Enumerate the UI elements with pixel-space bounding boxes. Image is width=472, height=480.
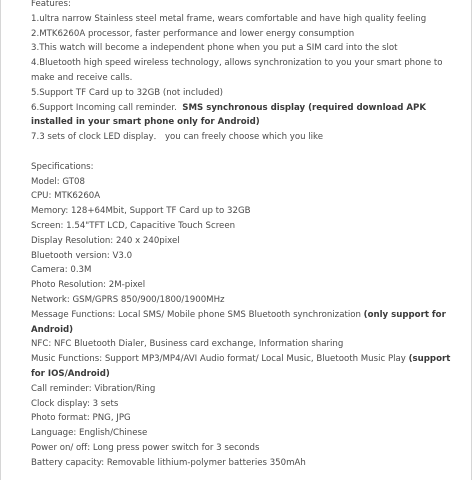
spec-call-reminder: Call reminder: Vibration/Ring: [31, 383, 156, 394]
spec-message-bold: (only support for Android): [31, 309, 446, 335]
spec-photo-format: Photo format: PNG, JPG: [31, 413, 131, 424]
spec-music-text: Music Functions: Support MP3/MP4/AVI Audio format/ Local Music, Bluetooth Music Play: [31, 354, 409, 365]
feature-item-1: 1.ultra narrow Stainless steel metal frame, wears comfortable and have high quality feeling: [31, 13, 427, 24]
spec-screen: Screen: 1.54"TFT LCD, Capacitive Touch Screen: [31, 220, 236, 231]
spec-language: Language: English/Chinese: [31, 428, 148, 439]
spec-power: Power on/ off: Long press power switch for 3 seconds: [31, 442, 260, 453]
feature-item-6: [31, 101, 456, 131]
feature-item-5: 5.Support TF Card up to 32GB (not included): [31, 87, 223, 98]
feature-item-7: 7.3 sets of clock LED display． you can freely choose which you like: [31, 132, 324, 143]
spec-music-bold: (support for IOS/Android): [31, 354, 451, 379]
spec-model: Model: GT08: [31, 176, 85, 187]
spec-clock-display: Clock display: 3 sets: [31, 398, 119, 409]
spacer: [31, 145, 456, 160]
spec-display-resolution: Display Resolution: 240 x 240pixel: [31, 235, 180, 246]
feature-item-4: 4.Bluetooth high speed wireless technology, allows synchronization to you your smart phone to make and receive calls.: [31, 58, 443, 83]
product-description: [31, 0, 456, 471]
spec-photo-resolution: Photo Resolution: 2M-pixel: [31, 280, 146, 291]
spec-camera: Camera: 0.3M: [31, 265, 92, 276]
spec-music-functions: [31, 352, 456, 382]
feature-item-6-bold: SMS synchronous display (required download APK installed in your smart phone only for Android): [31, 102, 427, 128]
spec-cpu: CPU: MTK6260A: [31, 191, 101, 202]
spec-nfc: NFC: NFC Bluetooth Dialer, Business card exchange, Information sharing: [31, 339, 344, 350]
feature-item-2: 2.MTK6260A processor, faster performance and lower energy consumption: [31, 28, 355, 39]
spec-memory: Memory: 128+64Mbit, Support TF Card up to 32GB: [31, 206, 251, 217]
feature-item-3: 3.This watch will become a independent phone when you put a SIM card into the slot: [31, 43, 398, 54]
spec-message-functions: [31, 308, 456, 338]
spec-bluetooth-version: Bluetooth version: V3.0: [31, 250, 133, 261]
specs-heading: Specifications:: [31, 161, 94, 172]
features-heading: Features:: [31, 0, 71, 9]
spec-message-text: Message Functions: Local SMS/ Mobile phone SMS Bluetooth synchronization: [31, 309, 364, 320]
spec-network: Network: GSM/GPRS 850/900/1800/1900MHz: [31, 294, 225, 305]
spec-battery: Battery capacity: Removable lithium-polymer batteries 350mAh: [31, 457, 306, 468]
feature-item-6-text: 6.Support Incoming call reminder.: [31, 102, 183, 113]
